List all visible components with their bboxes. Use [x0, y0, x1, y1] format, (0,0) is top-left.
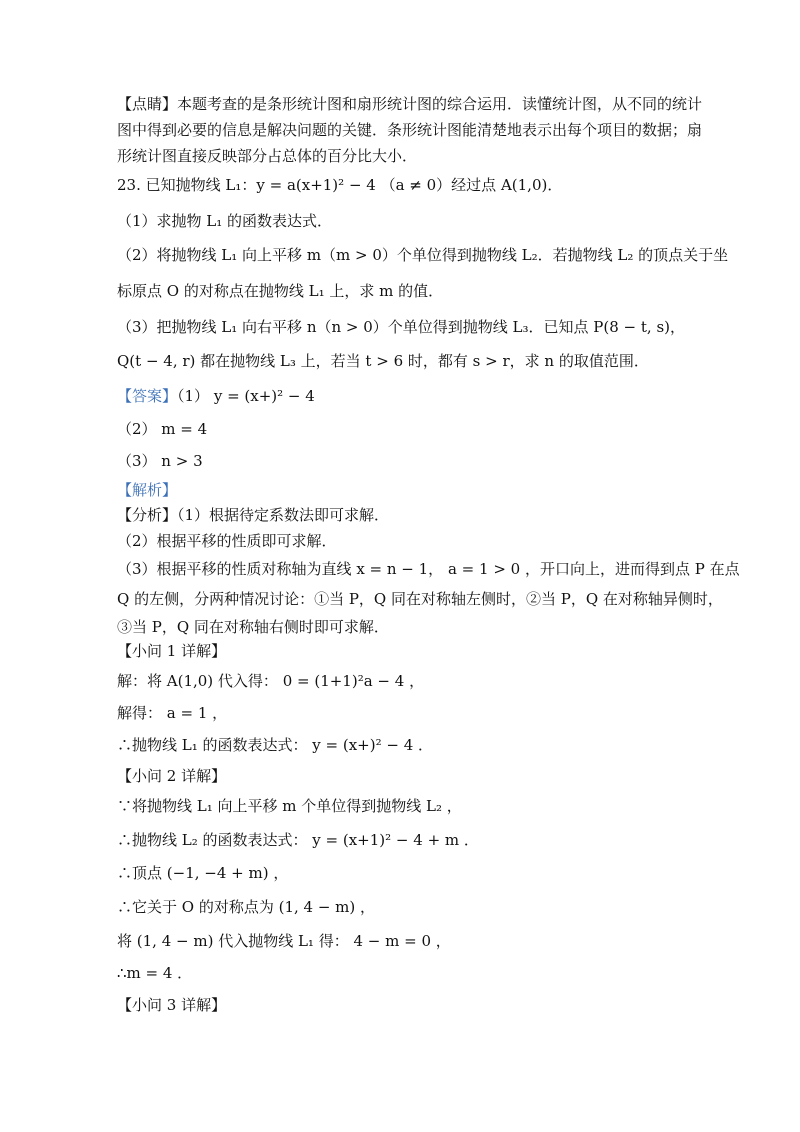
sub2-line-2: ∴抛物线 L₂ 的函数表达式： y = (x+1)² − 4 + m ．: [117, 831, 479, 849]
problem-q1: （1）求抛物 L₁ 的函数表达式．: [117, 212, 333, 230]
answer-2: （2） m = 4: [117, 420, 208, 438]
sub2-line-4: ∴它关于 O 的对称点为 (1, 4 − m) ，: [117, 898, 376, 916]
answer-tag: 【答案】: [117, 387, 178, 405]
sub2-title: 【小问 2 详解】: [117, 767, 227, 785]
sub2-line-1: ∵将抛物线 L₁ 向上平移 m 个单位得到抛物线 L₂ ，: [117, 797, 462, 815]
sub3-title: 【小问 3 详解】: [117, 996, 227, 1014]
comment-line-1: 【点睛】本题考查的是条形统计图和扇形统计图的综合运用．读懂统计图，从不同的统计: [117, 95, 703, 113]
problem-intro: 23. 已知抛物线 L₁：y = a(x+1)² − 4 （a ≠ 0）经过点 A(1,0)．: [117, 176, 563, 194]
sub2-line-5: 将 (1, 4 − m) 代入抛物线 L₁ 得： 4 − m = 0 ，: [117, 932, 451, 950]
answer-3: （3） n > 3: [117, 452, 203, 470]
problem-q2-line2: 标原点 O 的对称点在抛物线 L₁ 上，求 m 的值．: [117, 282, 444, 300]
sub1-title: 【小问 1 详解】: [117, 642, 227, 660]
analysis-line-5: ③当 P，Q 同在对称轴右侧时即可求解．: [117, 618, 389, 636]
sub1-line-1: 解：将 A(1,0) 代入得： 0 = (1+1)²a − 4 ，: [117, 672, 425, 690]
analysis-line-1: 【分析】（1）根据待定系数法即可求解．: [117, 506, 390, 524]
comment-line-2: 图中得到必要的信息是解决问题的关键．条形统计图能清楚地表示出每个项目的数据；扇: [117, 121, 703, 139]
problem-q2-line1: （2）将抛物线 L₁ 向上平移 m（m > 0）个单位得到抛物线 L₂．若抛物线 L₂ 的顶点关于坐: [117, 246, 729, 264]
answer-row-1: [117, 386, 315, 406]
analysis-line-4: Q 的左侧，分两种情况讨论：①当 P，Q 同在对称轴左侧时，②当 P，Q 在对称轴异侧时，: [117, 590, 723, 608]
sub2-line-3: ∴顶点 (−1, −4 + m) ，: [117, 864, 289, 882]
sub1-line-3: ∴抛物线 L₁ 的函数表达式： y = (x+)² − 4 ．: [117, 736, 434, 754]
sub2-line-6: ∴m = 4 ．: [117, 964, 193, 982]
problem-q3-line2: Q(t − 4, r) 都在抛物线 L₃ 上，若当 t > 6 时，都有 s > r，求 n 的取值范围．: [117, 352, 649, 370]
problem-q3-line1: （3）把抛物线 L₁ 向右平移 n（n > 0）个单位得到抛物线 L₃．已知点 P(8 − t, s)，: [117, 318, 686, 336]
comment-line-3: 形统计图直接反映部分占总体的百分比大小．: [117, 147, 418, 165]
sub1-line-2: 解得： a = 1 ，: [117, 704, 228, 722]
analysis-line-3: （3）根据平移的性质对称轴为直线 x = n − 1， a = 1 > 0 ，开口向上，进而得到点 P 在点: [117, 560, 740, 578]
answer-1: （1） y = (x+)² − 4: [177, 387, 315, 405]
analysis-line-2: （2）根据平移的性质即可求解．: [117, 532, 337, 550]
analysis-tag: 【解析】: [117, 481, 178, 499]
